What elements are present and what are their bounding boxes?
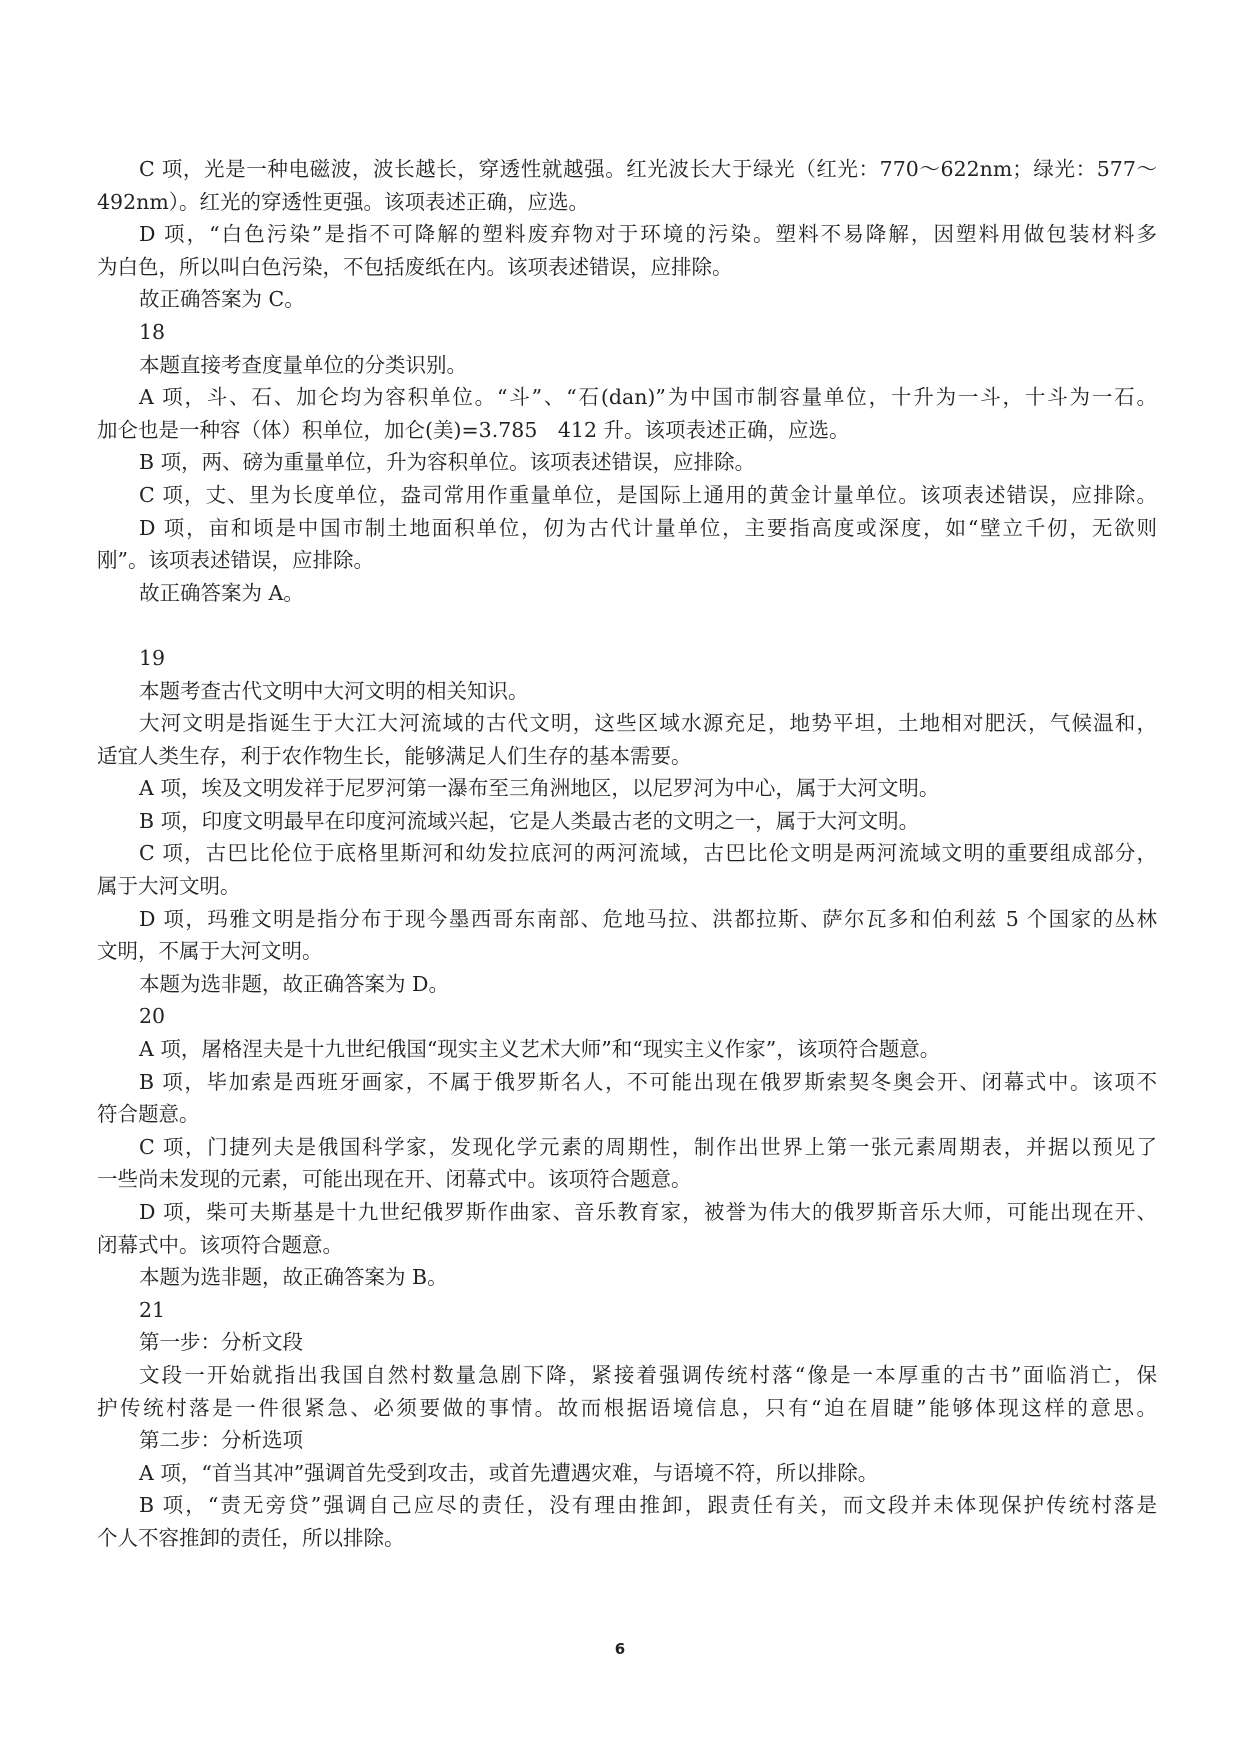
text-line: 一些尚未发现的元素，可能出现在开、闭幕式中。该项符合题意。 [97, 1167, 692, 1192]
text-line: B 项，毕加索是西班牙画家，不属于俄罗斯名人，不可能出现在俄罗斯索契冬奥会开、闭幕式中。该项不 [139, 1069, 1157, 1094]
text-line: 属于大河文明。 [97, 874, 241, 899]
text-line: 本题直接考查度量单位的分类识别。 [139, 352, 467, 377]
text-line: 大河文明是指诞生于大江大河流域的古代文明，这些区域水源充足，地势平坦，土地相对肥沃，气候温和， [139, 711, 1157, 736]
text-line: A 项，屠格涅夫是十九世纪俄国“现实主义艺术大师”和“现实主义作家”，该项符合题意。 [139, 1037, 941, 1062]
text-line: 护传统村落是一件很紧急、必须要做的事情。故而根据语境信息，只有“迫在眉睫”能够体现这样的意思。 [97, 1395, 1157, 1420]
text-line: D 项，柴可夫斯基是十九世纪俄罗斯作曲家、音乐教育家，被誉为伟大的俄罗斯音乐大师，可能出现在开、 [139, 1200, 1157, 1224]
text-line: B 项，“责无旁贷”强调自己应尽的责任，没有理由推卸，跟责任有关，而文段并未体现保护传统村落是 [139, 1493, 1157, 1518]
text-line: 本题为选非题，故正确答案为 D。 [139, 971, 449, 996]
text-line: D 项，亩和顷是中国市制土地面积单位，仞为古代计量单位，主要指高度或深度，如“壁立千仞，无欲则 [139, 515, 1157, 540]
text-line: 21 [139, 1297, 166, 1322]
text-line: 第二步：分析选项 [139, 1428, 303, 1453]
text-line: B 项，两、磅为重量单位，升为容积单位。该项表述错误，应排除。 [139, 450, 756, 475]
text-line: C 项，光是一种电磁波，波长越长，穿透性就越强。红光波长大于绿光（红光：770～622nm；绿光：577～ [139, 157, 1157, 181]
blank-line [97, 609, 1157, 642]
text-line: 本题为选非题，故正确答案为 B。 [139, 1265, 448, 1290]
text-line: 符合题意。 [97, 1102, 200, 1127]
text-line: 适宜人类生存，利于农作物生长，能够满足人们生存的基本需要。 [97, 743, 692, 768]
text-line: C 项，门捷列夫是俄国科学家，发现化学元素的周期性，制作出世界上第一张元素周期表，并据以预见了 [139, 1134, 1157, 1159]
text-line: 第一步：分析文段 [139, 1330, 303, 1355]
text-line: C 项，古巴比伦位于底格里斯河和幼发拉底河的两河流域，古巴比伦文明是两河流域文明的重要组成部分， [139, 841, 1157, 866]
text-line: 个人不容推卸的责任，所以排除。 [97, 1525, 405, 1550]
text-line: 19 [139, 645, 166, 670]
text-line: 文明，不属于大河文明。 [97, 939, 323, 964]
page-number: 6 [614, 1640, 626, 1658]
document-body [97, 153, 1157, 1555]
text-line: 492nm）。红光的穿透性更强。该项表述正确，应选。 [97, 189, 590, 214]
text-line: 故正确答案为 C。 [139, 287, 305, 312]
text-line: 18 [139, 319, 166, 344]
text-line: D 项，“白色污染”是指不可降解的塑料废弃物对于环境的污染。塑料不易降解，因塑料用做包装材料多 [139, 222, 1157, 247]
text-line: A 项，埃及文明发祥于尼罗河第一瀑布至三角洲地区，以尼罗河为中心，属于大河文明。 [139, 776, 940, 801]
text-line: D 项，玛雅文明是指分布于现今墨西哥东南部、危地马拉、洪都拉斯、萨尔瓦多和伯利兹 5 个国家的丛林 [139, 906, 1157, 931]
text-line: A 项，“首当其冲”强调首先受到攻击，或首先遭遇灾难，与语境不符，所以排除。 [139, 1460, 879, 1485]
text-line: 加仑也是一种容（体）积单位，加仑(美)=3.785 412 升。该项表述正确，应选。 [97, 417, 850, 442]
text-line: 刚”。该项表述错误，应排除。 [97, 548, 374, 573]
text-line: 为白色，所以叫白色污染，不包括废纸在内。该项表述错误，应排除。 [97, 254, 733, 279]
text-line: C 项，丈、里为长度单位，盎司常用作重量单位，是国际上通用的黄金计量单位。该项表述错误，应排除。 [139, 482, 1157, 507]
text-line: 闭幕式中。该项符合题意。 [97, 1232, 343, 1257]
text-line: 文段一开始就指出我国自然村数量急剧下降，紧接着强调传统村落“像是一本厚重的古书”面临消亡，保 [139, 1362, 1157, 1387]
text-line: A 项，斗、石、加仑均为容积单位。“斗”、“石(dan)”为中国市制容量单位，十升为一斗，十斗为一石。 [139, 385, 1157, 410]
text-line: B 项，印度文明最早在印度河流域兴起，它是人类最古老的文明之一，属于大河文明。 [139, 808, 920, 833]
text-line: 本题考查古代文明中大河文明的相关知识。 [139, 678, 529, 703]
text-line: 故正确答案为 A。 [139, 580, 304, 605]
text-line: 20 [139, 1004, 166, 1029]
